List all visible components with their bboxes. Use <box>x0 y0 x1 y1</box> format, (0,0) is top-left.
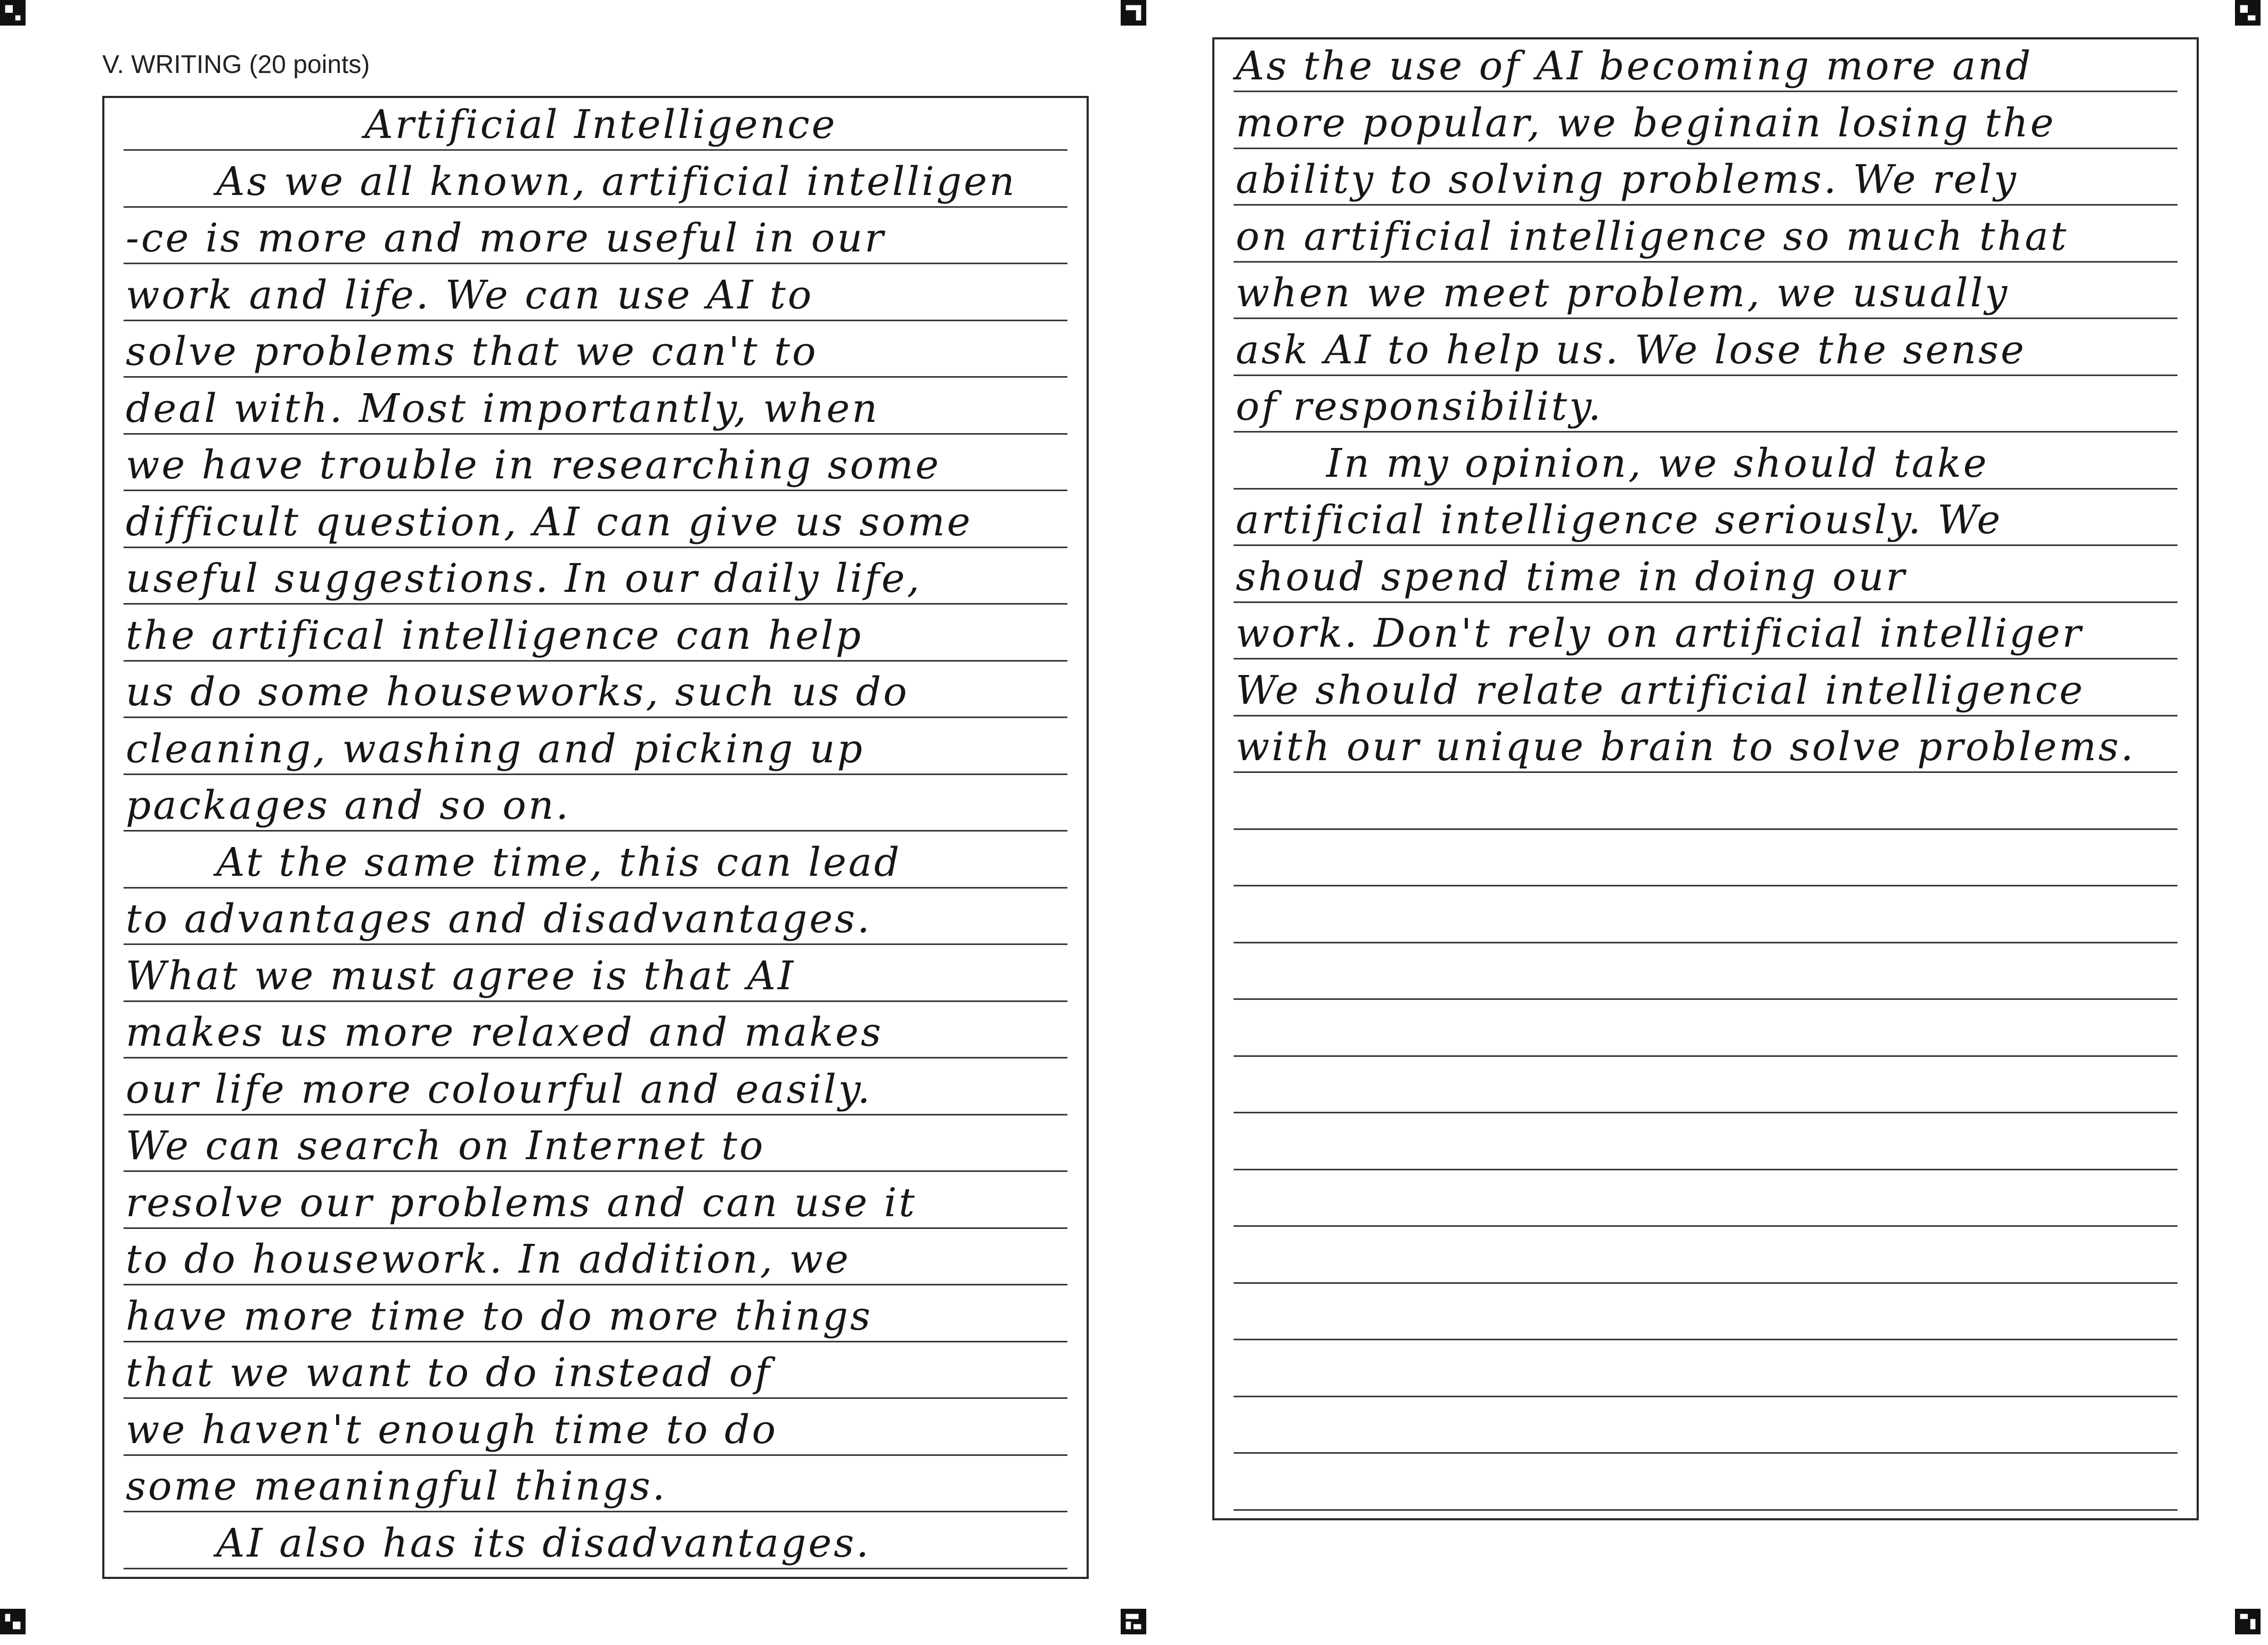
handwritten-line: deal with. Most importantly, when <box>126 385 880 431</box>
section-title: V. WRITING (20 points) <box>102 51 370 79</box>
handwritten-line <box>1236 1346 2186 1397</box>
handwritten-line <box>1236 1062 2186 1113</box>
handwritten-line: work and life. We can use AI to <box>126 272 814 318</box>
handwritten-line: we haven't enough time to do <box>126 1406 778 1453</box>
handwritten-line: In my opinion, we should take <box>1326 440 1989 486</box>
handwritten-line <box>1236 835 2186 886</box>
handwritten-line <box>1236 1005 2186 1056</box>
handwritten-line: some meaningful things. <box>126 1463 667 1509</box>
registration-marker-top-left <box>0 0 26 26</box>
handwritten-line: on artificial intelligence so much that <box>1236 213 2069 259</box>
handwritten-line <box>1236 892 2186 943</box>
handwritten-line: our life more colourful and easily. <box>126 1066 872 1112</box>
handwritten-line: ability to solving problems. We rely <box>1236 157 2018 202</box>
handwritten-line: with our unique brain to solve problems. <box>1236 724 2135 770</box>
handwritten-line: makes us more relaxed and makes <box>126 1009 883 1055</box>
handwritten-line: Artificial Intelligence <box>364 102 837 148</box>
handwritten-line: we have trouble in researching some <box>126 442 941 488</box>
handwritten-line: As the use of AI becoming more and <box>1236 43 2033 89</box>
handwritten-line: work. Don't rely on artificial intelliger <box>1236 610 2083 656</box>
handwritten-line: cleaning, washing and picking up <box>126 726 864 772</box>
handwritten-line <box>1236 1119 2186 1170</box>
handwritten-line: more popular, we beginain losing the <box>1236 100 2056 146</box>
handwritten-line: when we meet problem, we usually <box>1236 270 2010 316</box>
handwritten-line: At the same time, this can lead <box>216 839 902 885</box>
handwritten-line: to do housework. In addition, we <box>126 1236 851 1282</box>
handwritten-line <box>1236 1459 2186 1510</box>
handwritten-line: solve problems that we can't to <box>126 329 818 374</box>
handwritten-line: packages and so on. <box>126 783 571 828</box>
registration-marker-bottom-left <box>0 1609 26 1634</box>
handwritten-line: to advantages and disadvantages. <box>126 896 872 942</box>
handwritten-line <box>1236 1232 2186 1283</box>
handwritten-line: the artifical intelligence can help <box>126 612 863 658</box>
handwritten-line: We can search on Internet to <box>126 1123 765 1169</box>
handwritten-line <box>1236 948 2186 999</box>
registration-marker-top-center <box>1121 0 1146 26</box>
answer-sheet-right <box>1212 37 2199 1520</box>
handwritten-line: artificial intelligence seriously. We <box>1236 497 2003 543</box>
handwritten-line: resolve our problems and can use it <box>126 1179 917 1226</box>
handwritten-line: What we must agree is that AI <box>126 952 796 999</box>
handwritten-line: difficult question, AI can give us some <box>126 499 973 545</box>
handwritten-line: us do some houseworks, such us do <box>126 669 909 715</box>
handwritten-line: that we want to do instead of <box>126 1350 772 1396</box>
registration-marker-bottom-right <box>2235 1609 2261 1634</box>
registration-marker-bottom-center <box>1121 1609 1146 1634</box>
handwritten-line: useful suggestions. In our daily life, <box>126 556 922 601</box>
registration-marker-top-right <box>2235 0 2261 26</box>
handwritten-line <box>1236 1175 2186 1226</box>
handwritten-line <box>1236 778 2186 829</box>
answer-sheet-left <box>102 96 1089 1579</box>
handwritten-line: shoud spend time in doing our <box>1236 553 1907 600</box>
handwritten-line <box>1236 1402 2186 1453</box>
handwritten-line: AI also has its disadvantages. <box>216 1520 871 1566</box>
handwritten-line <box>1236 1289 2186 1340</box>
handwritten-line: of responsibility. <box>1236 384 1603 429</box>
handwritten-line: ask AI to help us. We lose the sense <box>1236 327 2026 373</box>
handwritten-line: -ce is more and more useful in our <box>126 215 886 261</box>
handwritten-line: have more time to do more things <box>126 1293 872 1339</box>
handwritten-line: As we all known, artificial intelligen <box>216 158 1017 205</box>
handwritten-line: We should relate artificial intelligence <box>1236 667 2085 713</box>
